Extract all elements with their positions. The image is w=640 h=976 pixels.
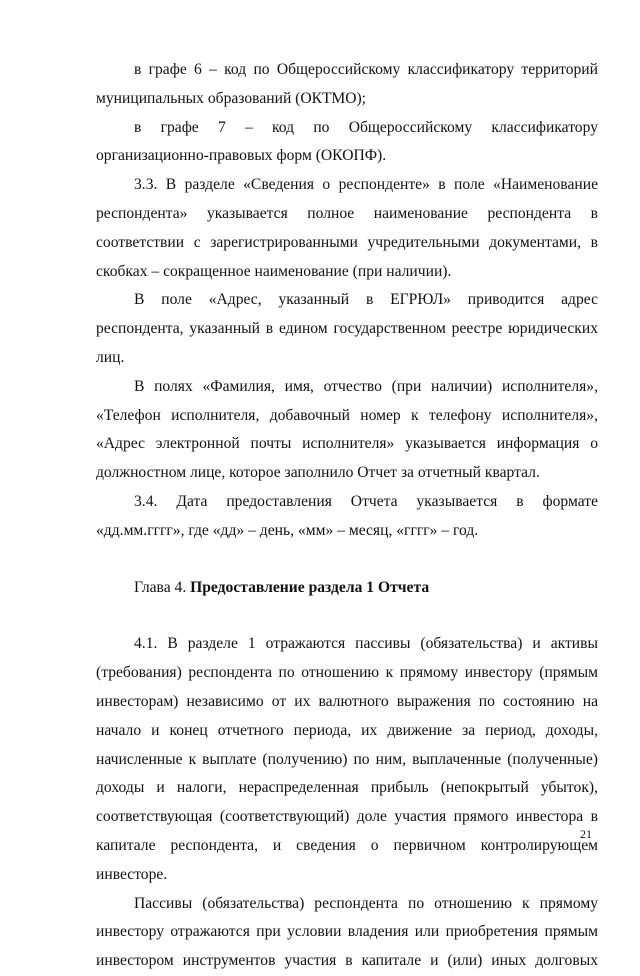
paragraph-grafa-7: в графе 7 – код по Общероссийскому классификатору организационно-правовых форм (ОКОПФ).	[96, 118, 598, 165]
chapter-prefix: Глава 4.	[134, 578, 191, 596]
paragraph-address: В поле «Адрес, указанный в ЕГРЮЛ» приводится адрес респондента, указанный в едином государственном реестре юридических лиц.	[96, 291, 598, 366]
body-text	[96, 56, 598, 976]
paragraph-grafa-6: в графе 6 – код по Общероссийскому классификатору территорий муниципальных образований (ОКТМО);	[96, 61, 598, 107]
page-number: 21	[580, 827, 592, 841]
chapter-title: Предоставление раздела 1 Отчета	[190, 578, 430, 596]
paragraph-3-4: 3.4. Дата предоставления Отчета указывается в формате «дд.мм.гггг», где «дд» – день, «мм» – месяц, «гггг» – год.	[96, 492, 598, 539]
paragraph-3-3: 3.3. В разделе «Сведения о респонденте» в поле «Наименование респондента» указывается полное наименование респондента в соответствии с зарегистрированными учредительными документами, в скобках – сокращенное наименование (при наличии).	[96, 176, 598, 280]
paragraph-4-1: 4.1. В разделе 1 отражаются пассивы (обязательства) и активы (требования) респондента по отношению к прямому инвестору (прямым инвесторам) независимо от их валютного выражения по состоянию на начало и конец отчетного периода, их движение за период, доходы, начисленные к выплате (получению) по ним, выплаченные (полученные) доходы и налоги, нераспределенная прибыль (непокрытый убыток), соответствующая (соответствующий) доле участия прямого инвестора в капитале респондента, и сведения о первичном контролирующем инвесторе.	[96, 635, 598, 883]
chapter-heading	[96, 574, 598, 603]
paragraph-liabilities: Пассивы (обязательства) респондента по отношению к прямому инвестору отражаются при условии владения или приобретения прямым инвестором инструментов участия в капитале и (или) иных долговых	[96, 894, 598, 970]
paragraph-executor: В полях «Фамилия, имя, отчество (при наличии) исполнителя», «Телефон исполнителя, добавочный номер к телефону исполнителя», «Адрес электронной почты исполнителя» указывается информация о должностном лице, которое заполнило Отчет за отчетный квартал.	[96, 377, 598, 482]
